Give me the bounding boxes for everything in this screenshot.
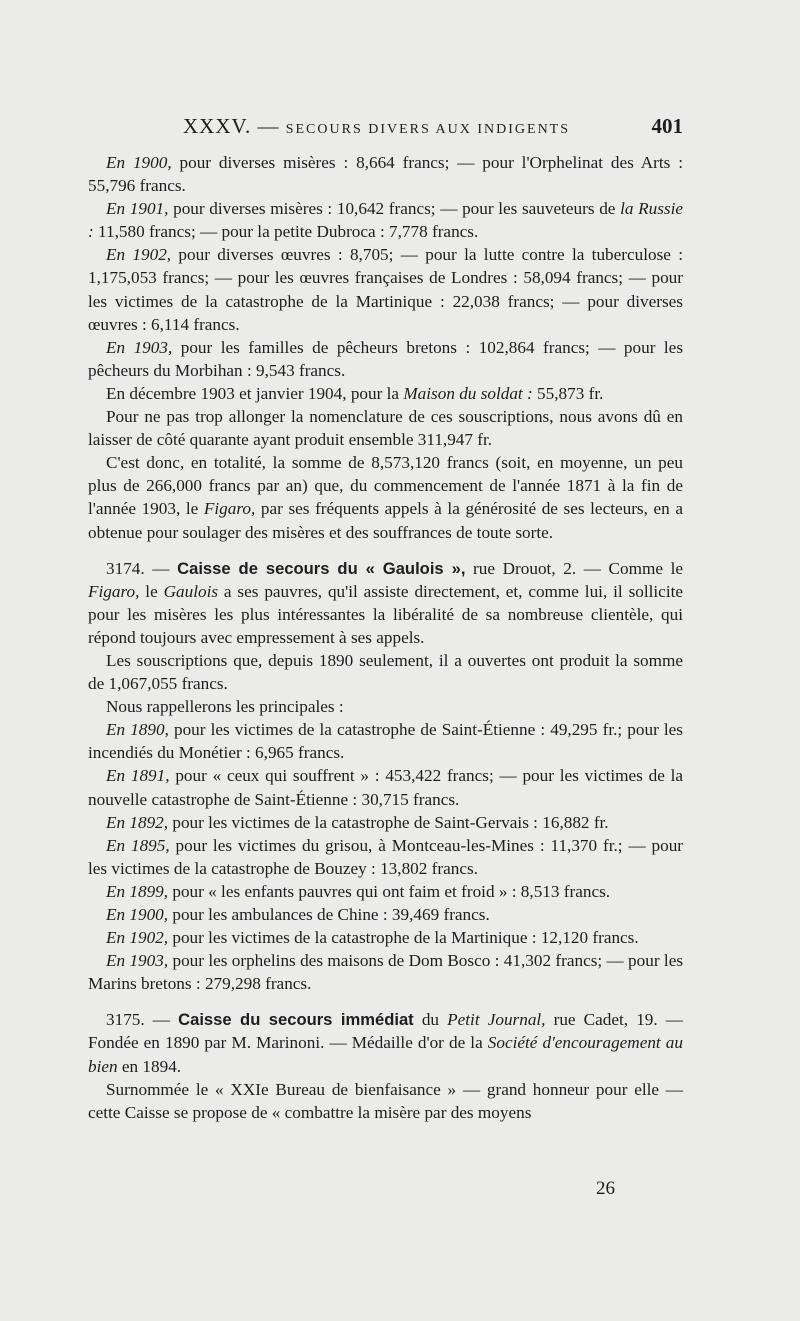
page-number: 401 [651,114,683,138]
year-label: En 1895, [106,835,170,855]
body-text [88,151,683,1124]
section-3175: 3175. — Caisse du secours immédiat du Petit Journal, rue Cadet, 19. — Fondée en 1890 par M. Marinoni. — Médaille d'or de la Société d'encouragement au bien en 1894. [88,1010,683,1076]
paragraph: Pour ne pas trop allonger la nomenclature de ces souscriptions, nous avons dû en laisser de côté quarante ayant produit ensemble 311,947 fr. [88,407,683,450]
paragraph: En 1892, pour les victimes de la catastrophe de Saint-Gervais : 16,882 fr. [106,812,609,832]
year-label: En 1902, [106,928,169,948]
paragraph: En 1901, pour diverses misères : 10,642 francs; — pour les sauveteurs de la Russie : 11,580 francs; — pour la petite Dubroca : 7,778 francs. [88,199,684,242]
paragraph: En 1890, pour les victimes de la catastrophe de Saint-Étienne : 49,295 fr.; pour les incendiés du Monétier : 6,965 francs. [88,720,683,763]
paragraph: En 1891, pour « ceux qui souffrent » : 453,422 francs; — pour les victimes de la nouvelle catastrophe de Saint-Étienne : 30,715 francs. [88,766,683,809]
paragraph: En 1902, pour les victimes de la catastrophe de la Martinique : 12,120 francs. [106,928,639,948]
section-3174: 3174. — Caisse de secours du « Gaulois », rue Drouot, 2. — Comme le Figaro, le Gaulois a ses pauvres, qu'il assiste directement, et, comme lui, il sollicite pour les misères les plus intéressantes la libéralité de sa nombreuse clientèle, qui répond toujours avec empressement à ses appels. [88,558,684,647]
running-title: XXXV. — SECOURS DIVERS AUX INDIGENTS [183,114,571,138]
year-label: En 1892, [106,812,169,832]
paragraph: En décembre 1903 et janvier 1904, pour la Maison du soldat : 55,873 fr. [106,383,604,403]
year-label: En 1890, [106,720,169,740]
year-label: En 1899, [106,881,169,901]
paragraph: Les souscriptions que, depuis 1890 seulement, il a ouvertes ont produit la somme de 1,067,055 francs. [88,650,683,694]
year-label: En 1903, [106,337,173,357]
year-label: En 1891, [106,766,170,786]
year-label: En 1903, [106,951,169,971]
running-header [88,114,683,144]
paragraph: C'est donc, en totalité, la somme de 8,573,120 francs (soit, en moyenne, un peu plus de 266,000 francs par an) que, du commencement de l'année 1871 à la fin de l'année 1903, le Figaro, par ses fréquents appels à la générosité de ses lecteurs, en a obtenue pour soulager des misères et des souffrances de toute sorte. [88,453,683,542]
last-paragraph: Surnommée le « XXIe Bureau de bienfaisance » — grand honneur pour elle — cette Caisse se propose de « combattre la misère par des moyens [88,1079,683,1122]
year-label: En 1902, [106,245,172,265]
signature-mark: 26 [596,1178,615,1199]
year-label: En 1901, [106,199,169,219]
paragraph: En 1900, pour diverses misères : 8,664 francs; — pour l'Orphelinat des Arts : 55,796 francs. [88,153,683,196]
paragraph: En 1903, pour les familles de pêcheurs bretons : 102,864 francs; — pour les pêcheurs du Morbihan : 9,543 francs. [88,337,684,380]
year-label: En 1900, [106,905,169,924]
paragraph: En 1895, pour les victimes du grisou, à Montceau-les-Mines : 11,370 fr.; — pour les victimes de la catastrophe de Bouzey : 13,802 francs. [88,835,684,878]
year-label: En 1900, [106,153,172,172]
paragraph: En 1899, pour « les enfants pauvres qui ont faim et froid » : 8,513 francs. [106,881,611,901]
paragraph: En 1903, pour les orphelins des maisons de Dom Bosco : 41,302 francs; — pour les Marins bretons : 279,298 francs. [88,951,684,994]
paragraph: En 1900, pour les ambulances de Chine : 39,469 francs. [106,905,490,924]
paragraph: Nous rappellerons les principales : [106,697,344,717]
paragraph: En 1902, pour diverses œuvres : 8,705; — pour la lutte contre la tuberculose : 1,175,053 francs; — pour les œuvres françaises de Londres : 58,094 francs; — pour les victimes de la catastrophe de la Martinique : 22,038 francs; — pour diverses œuvres : 6,114 francs. [88,245,683,334]
